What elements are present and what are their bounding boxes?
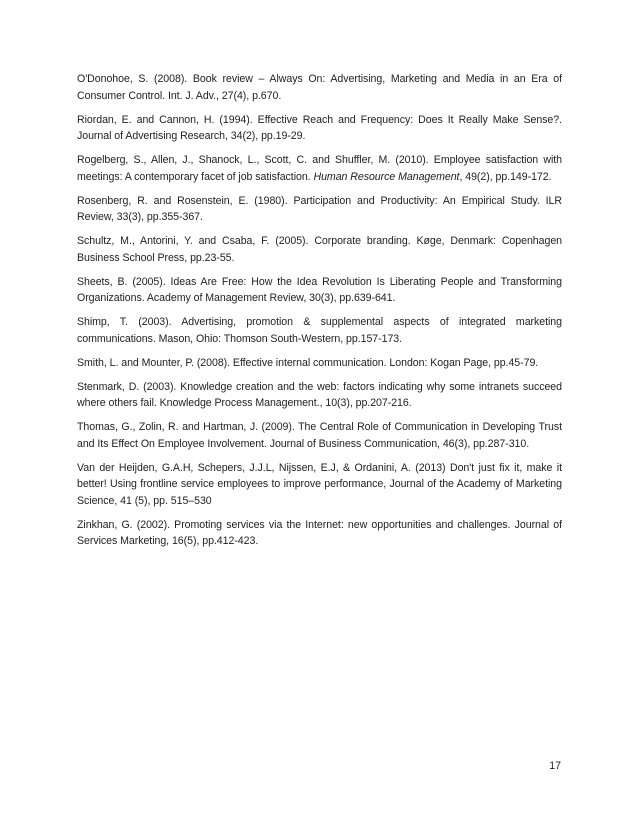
reference-text: Shimp, T. (2003). Advertising, promotion & supplemental aspects of integrated marketing communications. Mason, Ohio: Thomson South-Western, pp.157-173. [77, 316, 562, 345]
reference-text: Sheets, B. (2005). Ideas Are Free: How the Idea Revolution Is Liberating People and Transforming Organizations. Academy of Management Review, 30(3), pp.639-641. [77, 275, 562, 304]
reference-text: Riordan, E. and Cannon, H. (1994). Effective Reach and Frequency: Does It Really Make Sense?. Journal of Advertising Research, 34(2), pp.19-29. [77, 113, 562, 142]
reference-entry [77, 379, 562, 412]
reference-entry [77, 314, 562, 347]
reference-text: Thomas, G., Zolin, R. and Hartman, J. (2009). The Central Role of Communication in Developing Trust and Its Effect On Employee Involvement. Journal of Business Communication, 46(3), pp.287-310. [77, 421, 562, 450]
reference-text: O'Donohoe, S. (2008). Book review – Always On: Advertising, Marketing and Media in an Era of Consumer Control. Int. J. Adv., 27(4), p.670. [77, 73, 562, 102]
reference-text: Van der Heijden, G.A.H, Schepers, J.J.L, Nijssen, E.J, & Ordanini, A. (2013) Don't just fix it, make it better! Using frontline service employees to improve performance, Journal of the Academy of Marketing Science, 41 (5), pp. 515–530 [77, 461, 562, 507]
reference-entry [77, 112, 562, 145]
reference-journal-italic: Human Resource Management [313, 170, 460, 183]
page-number: 17 [549, 760, 561, 772]
reference-text: Zinkhan, G. (2002). Promoting services via the Internet: new opportunities and challenges. Journal of Services Marketing, 16(5), pp.412-423. [77, 518, 562, 547]
reference-entry [77, 460, 562, 510]
reference-entry [77, 419, 562, 452]
reference-text: Schultz, M., Antorini, Y. and Csaba, F. (2005). Corporate branding. Køge, Denmark: Copenhagen Business School Press, pp.23-55. [77, 235, 562, 264]
reference-text: Rosenberg, R. and Rosenstein, E. (1980). Participation and Productivity: An Empirical Study. ILR Review, 33(3), pp.355-367. [77, 194, 562, 223]
reference-text: Smith, L. and Mounter, P. (2008). Effective internal communication. London: Kogan Page, pp.45-79. [77, 356, 539, 369]
reference-entry [77, 193, 562, 226]
reference-text: Rogelberg, S., Allen, J., Shanock, L., Scott, C. and Shuffler, M. (2010). Employee satisfaction with meetings: A contemporary facet of job satisfaction. [77, 154, 562, 183]
reference-text: Stenmark, D. (2003). Knowledge creation and the web: factors indicating why some intranets succeed where others fail. Knowledge Process Management., 10(3), pp.207-216. [77, 380, 562, 409]
reference-entry [77, 355, 562, 372]
reference-entry [77, 233, 562, 266]
reference-entry [77, 71, 562, 104]
reference-entry [77, 152, 562, 185]
reference-list [77, 71, 562, 557]
reference-entry [77, 517, 562, 550]
reference-text: , 49(2), pp.149-172. [459, 170, 552, 183]
reference-entry [77, 274, 562, 307]
